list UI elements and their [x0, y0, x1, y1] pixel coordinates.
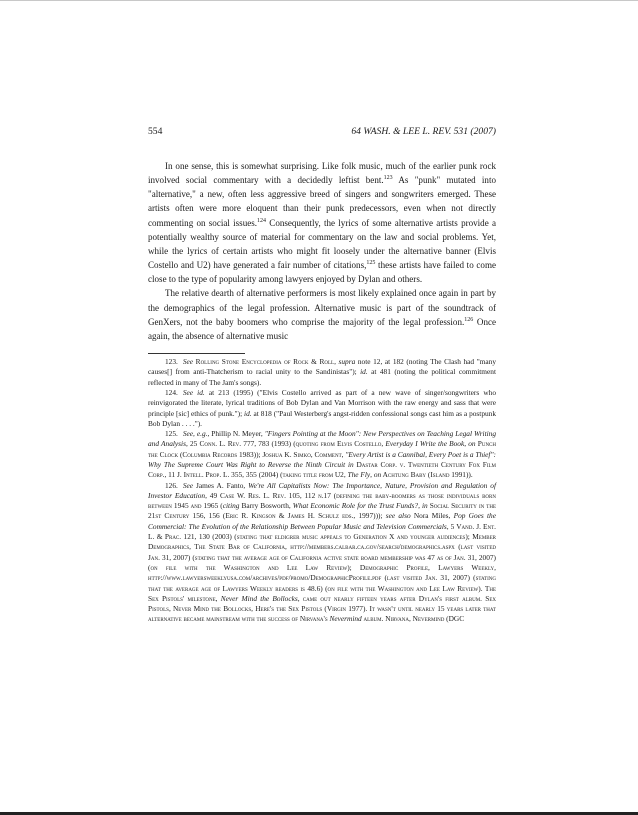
fn-italic: id.: [360, 367, 368, 377]
footnotes: [148, 357, 496, 625]
fn-smallcaps: , 49 Case W. Res. L. Rev. 105, 112 n.17 (defining the baby-boomers as those individuals born between 1945 and 1965 (: [148, 490, 496, 511]
fn-italic: on: [468, 439, 476, 449]
fn-smallcaps: Dastar Corp. v. Twentieth Century Fox Film Corp., 11 J. Intell. Prop. L. 355, 355 (2004) (taking title from U2,: [148, 460, 496, 480]
fn-italic: See id.: [182, 387, 205, 397]
fn-text: at 481 (noting the political commitment reflected in many of The Jam's songs).: [148, 367, 496, 387]
fn-italic: Pop Goes the Commercial: The Evolution of the Relationship Between Popular Music and Television Commercials: [148, 511, 496, 531]
document-page: [148, 126, 496, 625]
fn-smallcaps: , came out nearly fifteen years after Dylan's first album. Sex Pistols, Never Mind the Bollocks, Here's the Sex Pistols (Virgin 1977). It wasn't until nearly 15 years later that alternative became mainstream with the success of Nirvana's: [148, 593, 496, 624]
footnote-ref: 125: [366, 260, 376, 267]
journal-citation: 64 WASH. & LEE L. REV. 531 (2007): [351, 126, 496, 137]
body-text-run: Once again, the absence of alternative music: [148, 316, 496, 341]
fn-smallcaps: Social Security in the 21st Century 156, 156 (Eric R. Kingson & James H. Schulz eds., 1997)));: [148, 501, 496, 521]
footnote: [148, 357, 496, 388]
fn-text: James A. Fanto,: [193, 480, 249, 490]
fn-italic: supra: [338, 357, 356, 367]
fn-smallcaps: album. Nirvana, Nevermind (DGC: [361, 614, 465, 624]
fn-smallcaps: , 5 Vand. J. Ent. L. & Prac. 121, 130 (2003) (stating that eldigrer music appeals to Generation X and younger audiences); Member Demographics, The State Bar of California, http://members.calbar.ca.gov/search/demographics.aspx (last visited Jan. 31, 2007) (stating that the average age of California active state board membership was 47 as of Jan. 31, 2007) (on file with the Washington and Lee Law Review); Demographic Profile, Lawyers Weekly, http://www.lawyersweeklyusa.com/archives/pdf/promo/DemographicProfile.pdf (last visited Jan. 31, 2007) (stating that the average age of Lawyers Weekly readers is 48.6) (on file with the Washington and Lee Law Review). The Sex Pistols' milestone,: [148, 521, 496, 603]
fn-text: ,: [334, 357, 339, 367]
fn-text: , Phillip N. Meyer,: [207, 429, 265, 439]
fn-text: ,: [370, 470, 374, 480]
body-text-run: Consequently, the lyrics of some alternative artists provide a potentially wealthy source of material for commentary on the law and social problems. Yet, while the lyrics of certain artists who might fit loosely under the alternative banner (Elvis Costello and U2) have generated a fair number of citations,: [148, 217, 496, 271]
page-number: 554: [148, 126, 163, 137]
fn-text: at 818 ("Paul Westerberg's angst-ridden confessional songs cast him as a postpunk Bob Dylan . . . .").: [148, 408, 497, 428]
fn-italic: in: [421, 501, 428, 511]
fn-italic: Never Mind the Bollocks: [220, 593, 298, 603]
fn-smallcaps: Achtung Baby (Island 1991)).: [381, 470, 473, 480]
footnote-number: 126.: [165, 480, 178, 490]
fn-text: Barry Bosworth,: [239, 501, 293, 511]
footnote: [148, 429, 496, 480]
footnote-ref: 126: [464, 316, 474, 323]
footnote-separator: [148, 353, 245, 354]
fn-italic: id.: [244, 408, 252, 418]
footnote-ref: 123: [383, 175, 393, 182]
fn-italic: "Fingers Pointing at the Moon": New Perspectives on Teaching Legal Writing and Analysis: [148, 429, 497, 449]
fn-text: ,: [464, 439, 469, 449]
footnote-ref: 124: [257, 217, 267, 224]
fn-italic: citing: [222, 501, 240, 511]
fn-text: at 213 (1995) ("Elvis Costello arrived as part of a new wave of singer/songwriters who reinvigorated the literate, lyrical traditions of Bob Dylan and Van Morrison with the raw energy and sass that were principle [sic] ethics of punk.");: [148, 387, 497, 418]
footnote-number: 125.: [165, 429, 178, 439]
fn-smallcaps: Punch the Clock (Columbia Records 1983)); Joshua K. Simko, Comment,: [148, 439, 496, 459]
fn-italic: We're All Capitalists Now: The Importance, Nature, Provision and Regulation of Investor Education: [148, 480, 497, 500]
fn-italic: The Fly: [347, 470, 371, 480]
body-text: [148, 159, 496, 343]
footnote: [148, 481, 496, 625]
body-paragraph: [148, 286, 496, 343]
fn-italic: See, e.g.: [182, 429, 208, 439]
body-text-run: In one sense, this is somewhat surprising. Like folk music, much of the earlier punk rock involved social commentary with a decidedly leftist bent.: [148, 161, 496, 186]
body-paragraph: [148, 159, 496, 286]
body-text-run: these artists have failed to come close to the type of popularity among lawyers enjoyed by Dylan and others.: [148, 260, 496, 285]
fn-smallcaps: , 25 Conn. L. Rev. 777, 783 (1993) (quoting from Elvis Costello,: [185, 439, 386, 449]
fn-text: note 12, at 182 (noting The Clash had "many causes[] from anti-Thatcherism to racial unity to the Sandinistas");: [148, 357, 497, 377]
fn-italic: See: [182, 480, 194, 490]
fn-italic: see also: [385, 511, 411, 521]
fn-italic: on: [373, 470, 382, 480]
fn-smallcaps: Rolling Stone Encyclopedia of Rock & Roll: [193, 357, 335, 367]
fn-italic: What Economic Role for the Trust Funds?: [292, 501, 419, 511]
fn-italic: Nevermind: [329, 614, 362, 624]
scan-edge-top: [0, 0, 638, 1]
running-head: [148, 126, 496, 142]
fn-text: Nora Miles,: [410, 511, 454, 521]
body-text-run: The relative dearth of alternative performers is most likely explained once again in part by the demographics of the legal profession. Alternative music is part of the soundtrack of GenXers, not the baby boomers who comprise the majority of the legal profession.: [148, 288, 496, 327]
body-text-run: As "punk" mutated into "alternative," a new, often less aggressive breed of singers and songwriters emerged. These artists often were more eloquent than their punk predecessors, even when not directly commenting on social issues.: [148, 175, 496, 228]
fn-italic: Everyday I Write the Book: [385, 439, 465, 449]
fn-italic: "Every Artist is a Cannibal, Every Poet is a Thief": Why The Supreme Court Was Right to Reverse the Ninth Circuit in: [148, 449, 496, 469]
footnote: [148, 388, 496, 429]
fn-text: ,: [418, 501, 422, 511]
fn-italic: See: [182, 357, 194, 367]
footnote-number: 123.: [165, 357, 178, 367]
footnote-number: 124.: [165, 387, 178, 397]
